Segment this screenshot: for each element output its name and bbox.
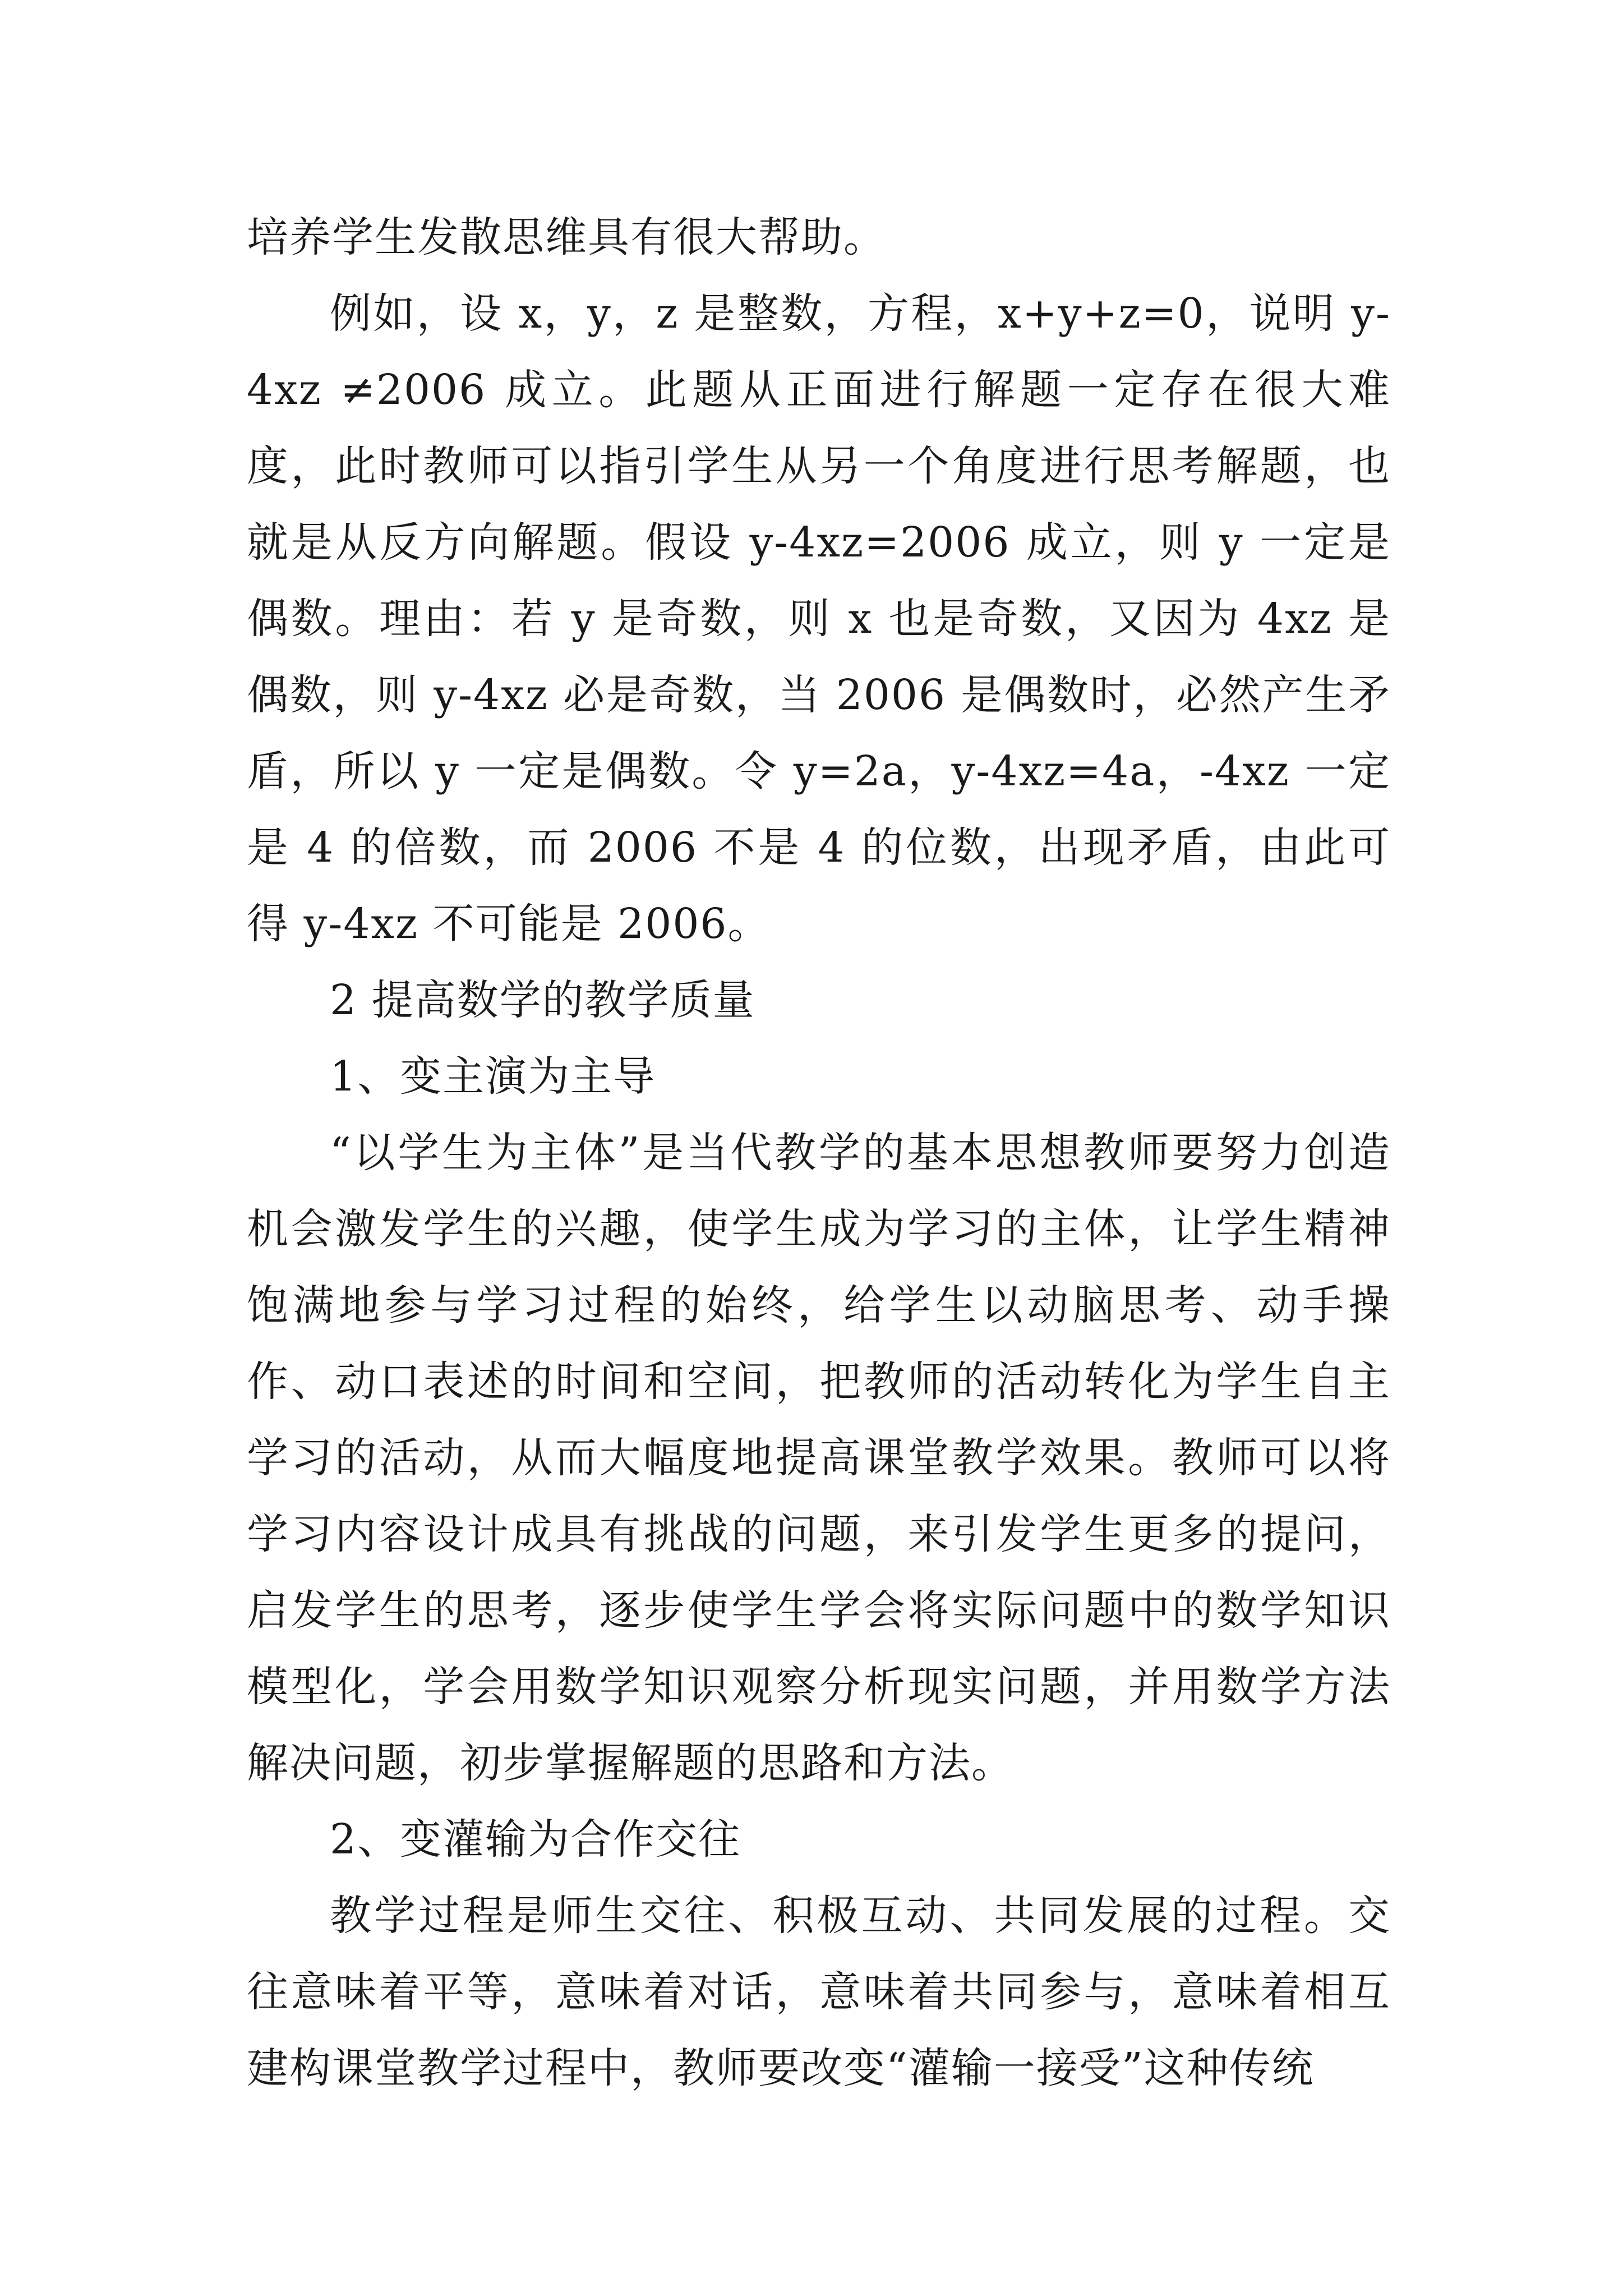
section-heading: 2 提高数学的教学质量 [330,976,755,1024]
subsection-heading: 1、变主演为主导 [330,1052,656,1101]
paragraph: 例如，设 x，y，z 是整数，方程，x+y+z=0，说明 y-4xz ≠2006 成立。此题从正面进行解题一定存在很大难度，此时教师可以指引学生从另一个角度进行思考解题，也就是从反方向解题。假设 y-4xz=2006 成立，则 y 一定是偶数。理由：若 y 是奇数，则 x 也是奇数，又因为 4xz 是偶数，则 y-4xz 必是奇数，当 2006 是偶数时，必然产生矛盾，所以 y 一定是偶数。令 y=2a，y-4xz=4a，-4xz 一定是 4 的倍数，而 2006 不是 4 的位数，出现矛盾，由此可得 y-4xz 不可能是 2006。 [247,289,1391,948]
paragraph: “以学生为主体”是当代教学的基本思想教师要努力创造机会激发学生的兴趣，使学生成为学习的主体，让学生精神饱满地参与学习过程的始终，给学生以动脑思考、动手操作、动口表述的时间和空间，把教师的活动转化为学生自主学习的活动，从而大幅度地提高课堂教学效果。教师可以将学习内容设计成具有挑战的问题，来引发学生更多的提问，启发学生的思考，逐步使学生学会将实际问题中的数学知识模型化，学会用数学知识观察分析现实问题，并用数学方法解决问题，初步掌握解题的思路和方法。 [247,1129,1391,1787]
paragraph: 培养学生发散思维具有很大帮助。 [247,213,886,261]
paragraph: 教学过程是师生交往、积极互动、共同发展的过程。交往意味着平等，意味着对话，意味着共同参与，意味着相互建构课堂教学过程中，教师要改变“灌输一接受”这种传统 [247,1892,1391,2092]
document-body [247,199,1391,2106]
subsection-heading: 2、变灌输为合作交往 [330,1815,741,1864]
